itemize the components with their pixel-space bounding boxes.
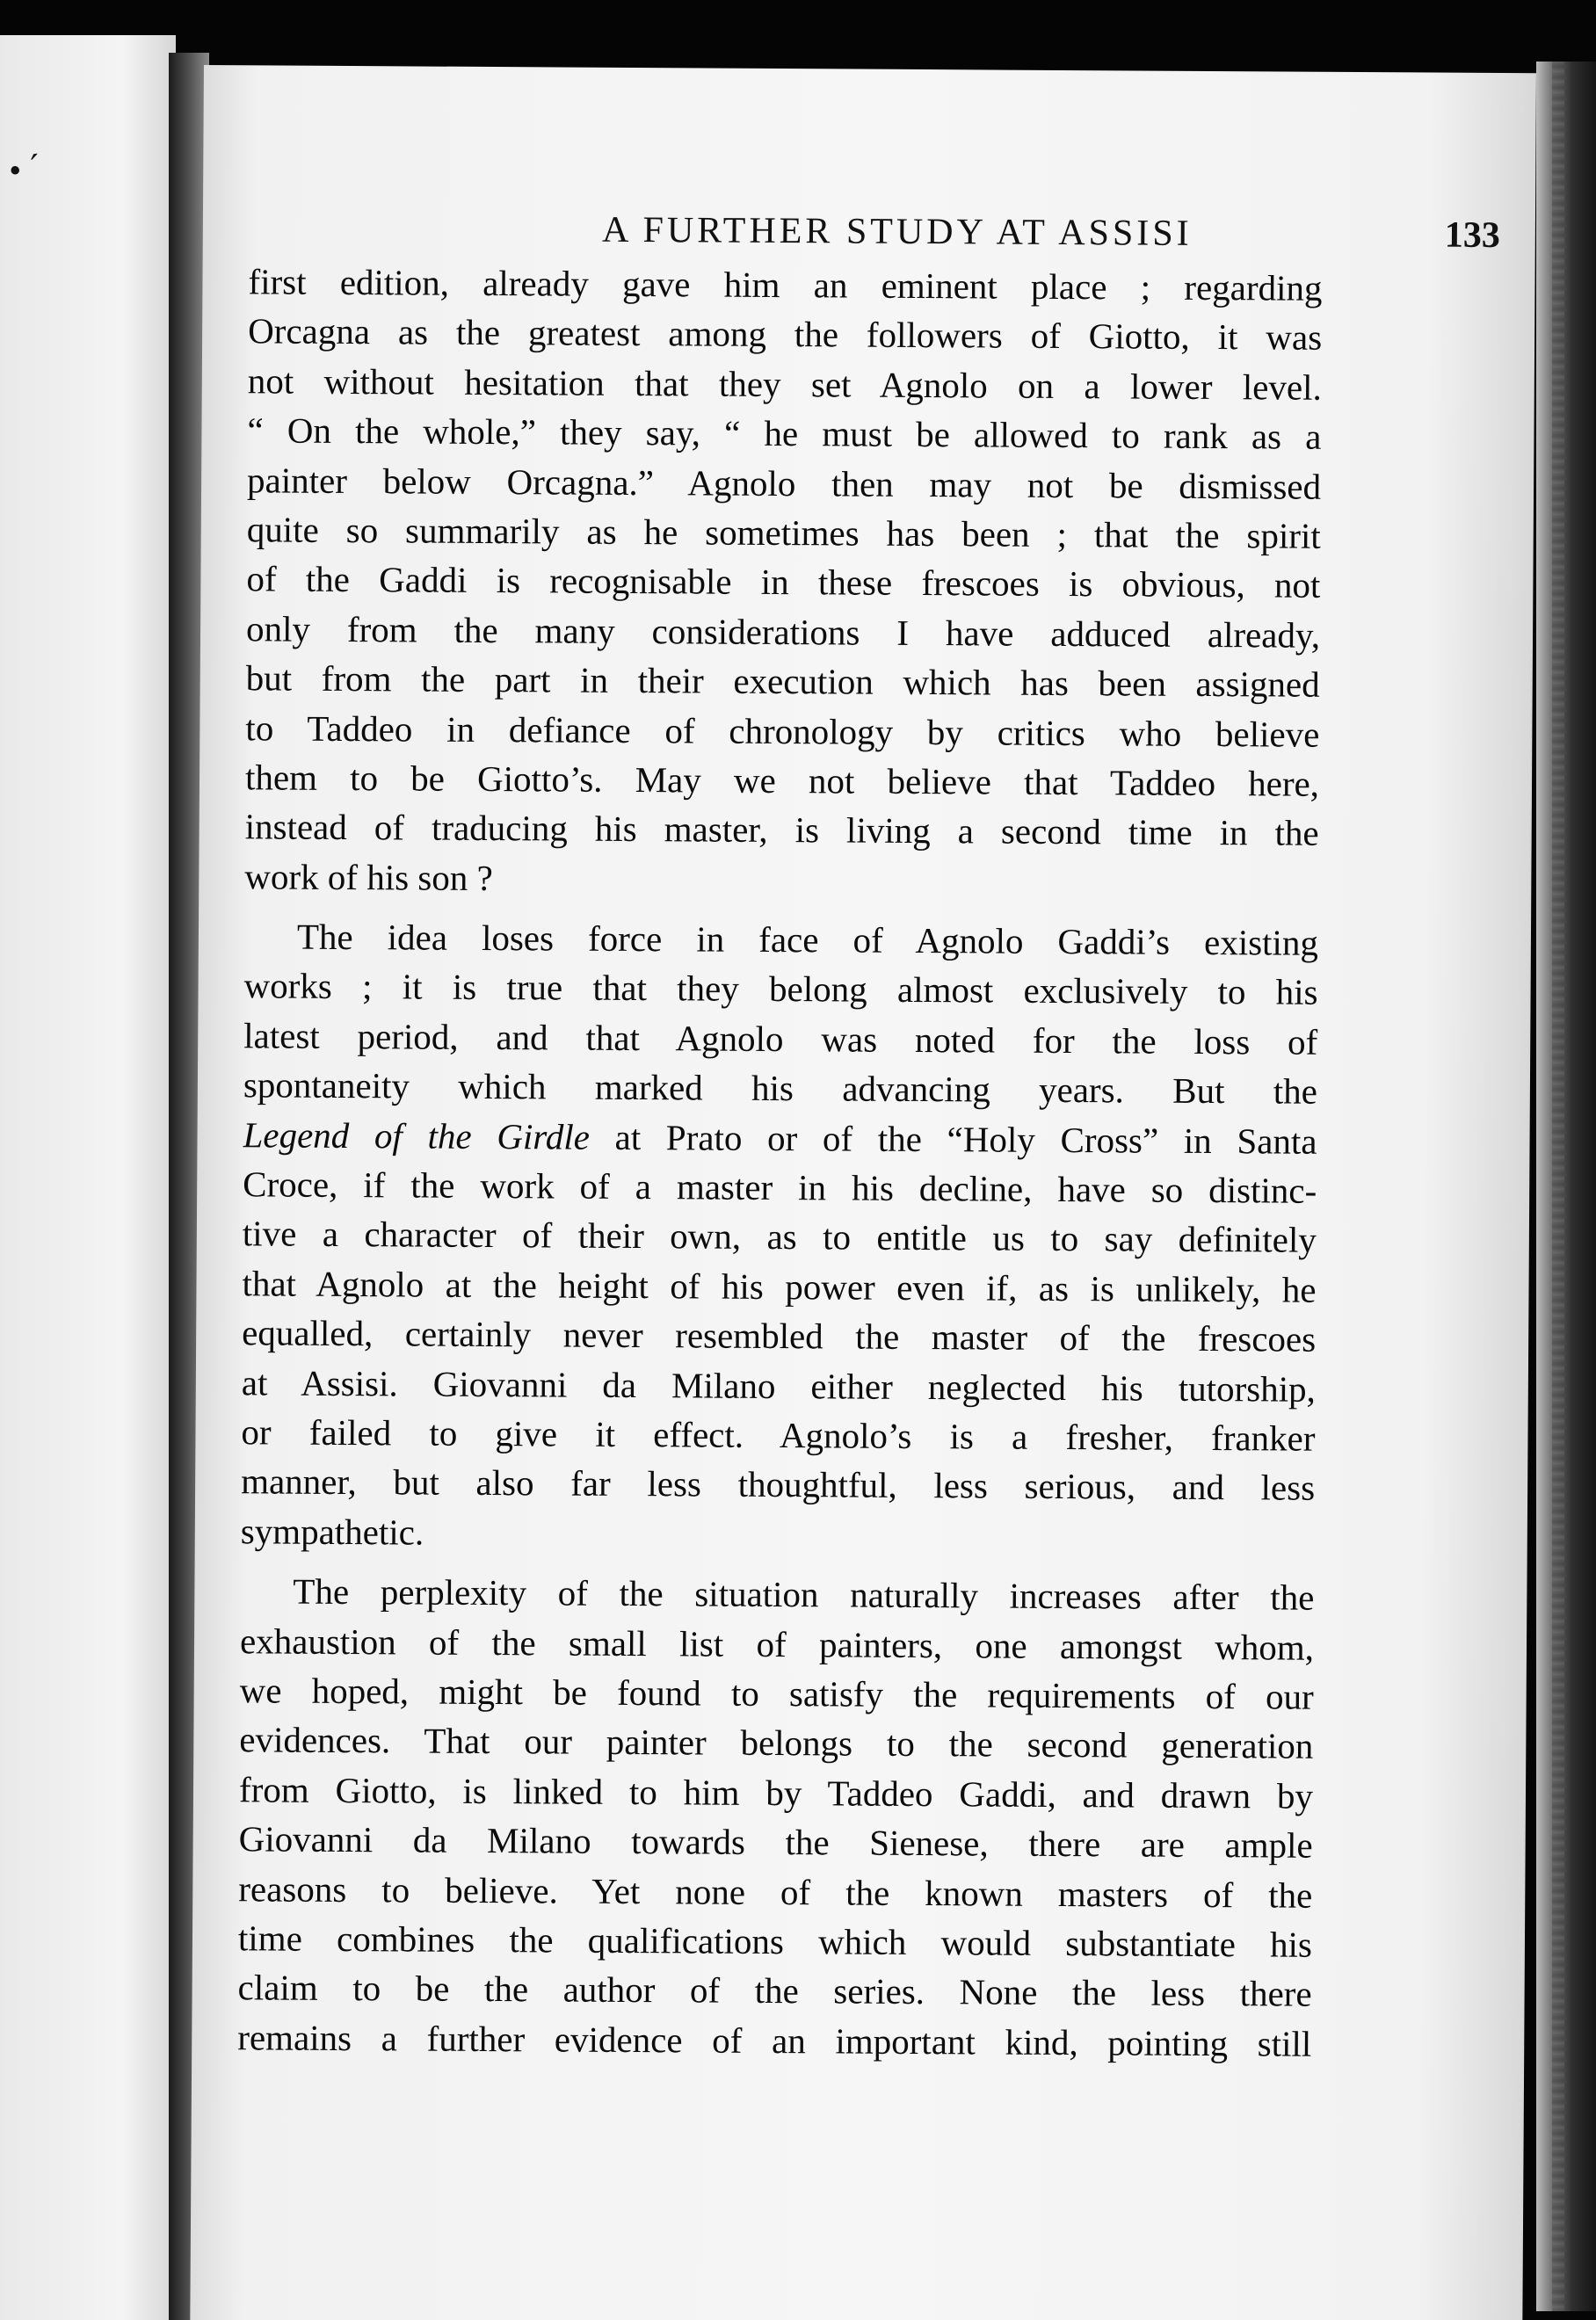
- text-line: quite so summarily as he sometimes has been ; that the spirit: [246, 509, 1321, 556]
- text-line: we hoped, might be found to satisfy the requirements of our: [239, 1670, 1314, 1717]
- paragraph: [241, 911, 1318, 1562]
- paragraph: [237, 1566, 1314, 2068]
- text-line-rest: at Prato or of the “Holy Cross” in Santa: [589, 1116, 1317, 1162]
- left-facing-page: [0, 35, 176, 2320]
- text-line: Croce, if the work of a master in his decline, have so distinc-: [243, 1164, 1317, 1211]
- text-line: work of his son ?: [244, 855, 493, 898]
- text-line: only from the many considerations I have adduced already,: [245, 608, 1321, 656]
- running-head: A FURTHER STUDY AT ASSISI: [601, 209, 1193, 254]
- left-page-mark: • ˊ: [5, 146, 45, 191]
- text-line: of the Gaddi is recognisable in these frescoes is obvious, not: [246, 558, 1321, 606]
- text-line: painter below Orcagna.” Agnolo then may not be dismissed: [246, 459, 1322, 507]
- text-line: at Assisi. Giovanni da Milano either neglected his tutorship,: [241, 1361, 1316, 1410]
- text-line: equalled, certainly never resembled the master of the frescoes: [242, 1312, 1317, 1359]
- text-line: “ On the whole,” they say, “ he must be allowed to rank as a: [247, 410, 1322, 457]
- italic-title: Legend of the Girdle: [243, 1113, 591, 1157]
- text-line: exhaustion of the small list of painters, one amongst whom,: [239, 1620, 1315, 1668]
- book-page: [190, 65, 1536, 2320]
- text-line: Giovanni da Milano towards the Sienese, there are ample: [238, 1818, 1313, 1866]
- text-line: spontaneity which marked his advancing years. But the: [243, 1064, 1318, 1113]
- paragraph: [244, 257, 1322, 908]
- text-line: first edition, already gave him an eminent place ; regarding: [248, 261, 1323, 308]
- text-line: The idea loses force in face of Agnolo Gaddi’s existing: [296, 916, 1319, 963]
- text-line: not without hesitation that they set Agnolo on a lower level.: [247, 360, 1322, 408]
- text-line: latest period, and that Agnolo was noted for the loss of: [243, 1015, 1318, 1062]
- text-line: but from the part in their execution which has been assigned: [245, 657, 1320, 705]
- page-number: 133: [1444, 214, 1500, 257]
- text-line: remains a further evidence of an important kind, pointing still: [237, 2016, 1312, 2064]
- text-line: that Agnolo at the height of his power even if, as is unlikely, he: [242, 1263, 1317, 1310]
- body-text: [237, 257, 1323, 2068]
- text-line: manner, but also far less thoughtful, less serious, and less: [241, 1461, 1316, 1509]
- text-line: to Taddeo in defiance of chronology by critics who believe: [245, 707, 1320, 755]
- text-line: tive a character of their own, as to entitle us to say definitely: [242, 1213, 1317, 1261]
- text-line: sympathetic.: [240, 1511, 424, 1553]
- page-edge: [1536, 62, 1596, 2311]
- text-line: evidences. That our painter belongs to the second generation: [239, 1719, 1314, 1767]
- text-line: Orcagna as the greatest among the followers of Giotto, it was: [248, 310, 1323, 359]
- text-line: from Giotto, is linked to him by Taddeo Gaddi, and drawn by: [238, 1769, 1314, 1816]
- text-line: works ; it is true that they belong almost exclusively to his: [243, 965, 1318, 1013]
- text-line: The perplexity of the situation naturally increases after the: [293, 1570, 1315, 1618]
- text-line: claim to be the author of the series. None the less there: [237, 1967, 1312, 2015]
- text-line: them to be Giotto’s. May we not believe that Taddeo here,: [244, 757, 1320, 804]
- text-line: time combines the qualifications which would substantiate his: [237, 1918, 1313, 1965]
- text-line: instead of traducing his master, is living a second time in the: [244, 806, 1319, 854]
- text-line: or failed to give it effect. Agnolo’s is a fresher, franker: [241, 1411, 1316, 1459]
- text-line: [243, 1110, 1317, 1166]
- text-line: reasons to believe. Yet none of the known masters of the: [238, 1867, 1313, 1916]
